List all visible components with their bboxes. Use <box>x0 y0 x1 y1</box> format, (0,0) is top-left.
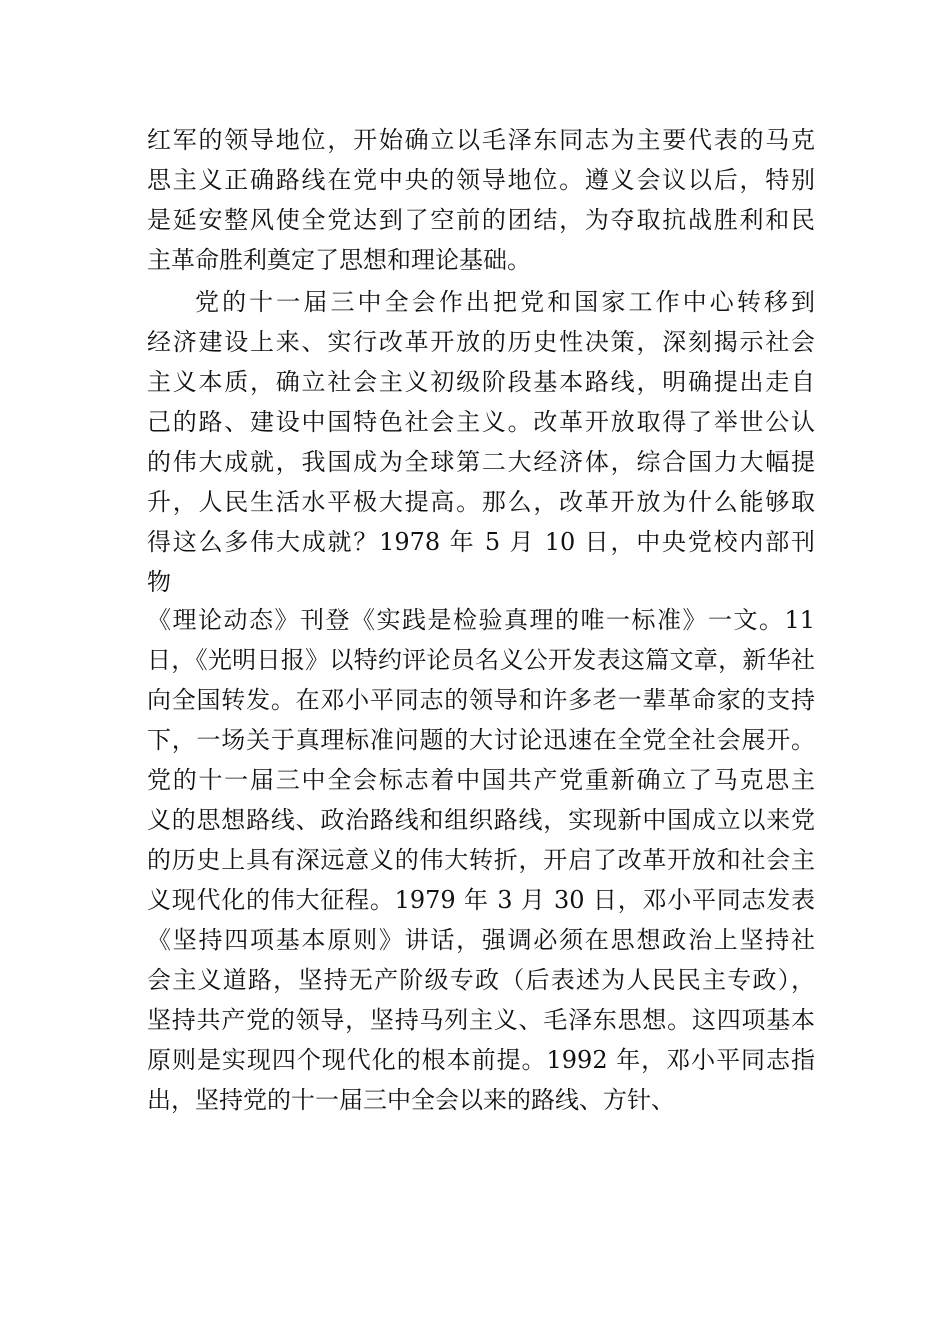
text-line: 党的十一届三中全会标志着中国共产党重新确立了马克思主 <box>147 766 815 794</box>
text-line: 党的十一届三中全会作出把党和国家工作中心转移到 <box>195 288 815 316</box>
text-line: 向全国转发。在邓小平同志的领导和许多老一辈革命家的支持 <box>147 686 815 714</box>
text-line: 下，一场关于真理标准问题的大讨论迅速在全党全社会展开。 <box>147 726 815 754</box>
paragraph-3 <box>147 600 815 1120</box>
text-line: 物 <box>147 568 171 596</box>
text-line: 的历史上具有深远意义的伟大转折，开启了改革开放和社会主 <box>147 846 815 874</box>
text-line: 《理论动态》刊登《实践是检验真理的唯一标准》一文。11 <box>147 606 815 634</box>
text-line: 红军的领导地位，开始确立以毛泽东同志为主要代表的马克 <box>147 126 815 154</box>
text-line: 主义本质，确立社会主义初级阶段基本路线，明确提出走自 <box>147 368 815 396</box>
text-line: 坚持共产党的领导，坚持马列主义、毛泽东思想。这四项基本 <box>147 1006 815 1034</box>
text-line: 出，坚持党的十一届三中全会以来的路线、方针、 <box>147 1086 675 1114</box>
text-line: 义现代化的伟大征程。1979 年 3 月 30 日，邓小平同志发表 <box>147 886 815 914</box>
text-line: 会主义道路，坚持无产阶级专政（后表述为人民民主专政）， <box>147 966 815 994</box>
text-line: 《坚持四项基本原则》讲话，强调必须在思想政治上坚持社 <box>147 926 815 954</box>
text-line: 思主义正确路线在党中央的领导地位。遵义会议以后，特别 <box>147 166 815 194</box>
text-line: 主革命胜利奠定了思想和理论基础。 <box>147 246 531 274</box>
text-line: 是延安整风使全党达到了空前的团结，为夺取抗战胜利和民 <box>147 206 815 234</box>
text-line: 日，《光明日报》以特约评论员名义公开发表这篇文章，新华社 <box>147 646 815 674</box>
paragraph-1 <box>147 120 815 280</box>
text-line: 得这么多伟大成就？1978 年 5 月 10 日，中央党校内部刊 <box>147 528 815 556</box>
text-line: 经济建设上来、实行改革开放的历史性决策，深刻揭示社会 <box>147 328 815 356</box>
text-line: 的伟大成就，我国成为全球第二大经济体，综合国力大幅提 <box>147 448 815 476</box>
text-line: 己的路、建设中国特色社会主义。改革开放取得了举世公认 <box>147 408 815 436</box>
paragraph-2 <box>147 282 815 602</box>
text-line: 升，人民生活水平极大提高。那么，改革开放为什么能够取 <box>147 488 815 516</box>
text-line: 义的思想路线、政治路线和组织路线，实现新中国成立以来党 <box>147 806 815 834</box>
text-line: 原则是实现四个现代化的根本前提。1992 年，邓小平同志指 <box>147 1046 815 1074</box>
